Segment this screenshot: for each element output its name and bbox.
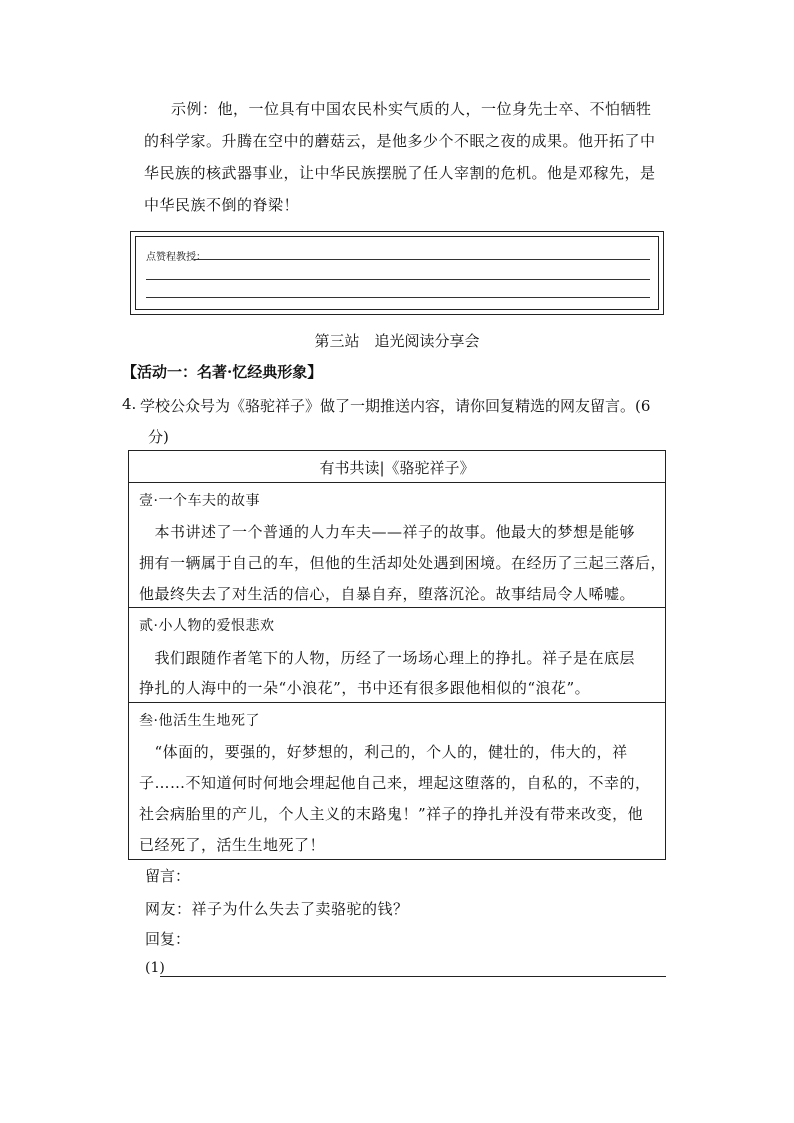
- row-divider: [129, 702, 665, 703]
- reply-label: 回复：: [145, 930, 191, 948]
- section-line: 本书讲述了一个普通的人力车夫——祥子的故事。他最大的梦想是能够: [139, 523, 636, 541]
- comment-writing-line[interactable]: [146, 279, 650, 280]
- answer-line[interactable]: [160, 976, 666, 977]
- activity-title: 【活动一：名著·忆经典形象】: [122, 363, 323, 381]
- post-title: 有书共读|《骆驼祥子》: [319, 459, 475, 477]
- section-line: 我们跟随作者笔下的人物，历经了一场场心理上的挣扎。祥子是在底层: [139, 649, 636, 667]
- comment-writing-line[interactable]: [194, 259, 650, 260]
- row-divider: [129, 482, 665, 483]
- question-number: 4.: [122, 395, 137, 413]
- answer-number: (1): [145, 960, 165, 976]
- netizen-message: 网友：祥子为什么失去了卖骆驼的钱？: [145, 900, 409, 918]
- post-table: [128, 450, 666, 860]
- section-line: “体面的，要强的，好梦想的，利己的，个人的，健壮的，伟大的，祥: [139, 743, 628, 761]
- question-text-line: 分): [148, 428, 169, 446]
- section-heading: 贰·小人物的爱恨悲欢: [139, 618, 275, 634]
- comment-box-inner-border: [135, 236, 659, 310]
- example-line: 的科学家。升腾在空中的蘑菇云，是他多少个不眠之夜的成果。他开拓了中: [144, 132, 656, 150]
- section-line: 社会病胎里的产儿，个人主义的末路鬼！”祥子的挣扎并没有带来改变，他: [139, 805, 644, 823]
- station-title: 第三站 追光阅读分享会: [314, 332, 480, 350]
- comment-writing-line[interactable]: [146, 297, 650, 298]
- example-line: 示例：他，一位具有中国农民朴实气质的人，一位身先士卒、不怕牺牲: [171, 100, 652, 118]
- example-line: 中华民族不倒的脊梁！: [144, 196, 300, 214]
- message-label: 留言：: [145, 867, 191, 885]
- comment-label: 点赞程教授：: [146, 252, 206, 263]
- question-text-line: 学校公众号为《骆驼祥子》做了一期推送内容，请你回复精选的网友留言。(6: [140, 397, 651, 415]
- section-heading: 叁·他活生生地死了: [139, 713, 260, 729]
- example-line: 华民族的核武器事业，让中华民族摆脱了任人宰割的危机。他是邓稼先，是: [144, 164, 656, 182]
- comment-box: [130, 231, 664, 315]
- section-line: 子……不知道何时何地会埋起他自己来，埋起这堕落的，自私的，不幸的，: [139, 774, 651, 792]
- section-heading: 壹·一个车夫的故事: [139, 493, 260, 509]
- section-line: 已经死了，活生生地死了！: [139, 836, 326, 854]
- row-divider: [129, 607, 665, 608]
- section-line: 挣扎的人海中的一朵“小浪花”，书中还有很多跟他相似的“浪花”。: [139, 679, 591, 697]
- section-line: 拥有一辆属于自己的车，但他的生活却处处遇到困境。在经历了三起三落后，: [139, 554, 667, 572]
- section-line: 他最终失去了对生活的信心，自暴自弃，堕落沉沦。故事结局令人唏嘘。: [139, 585, 636, 603]
